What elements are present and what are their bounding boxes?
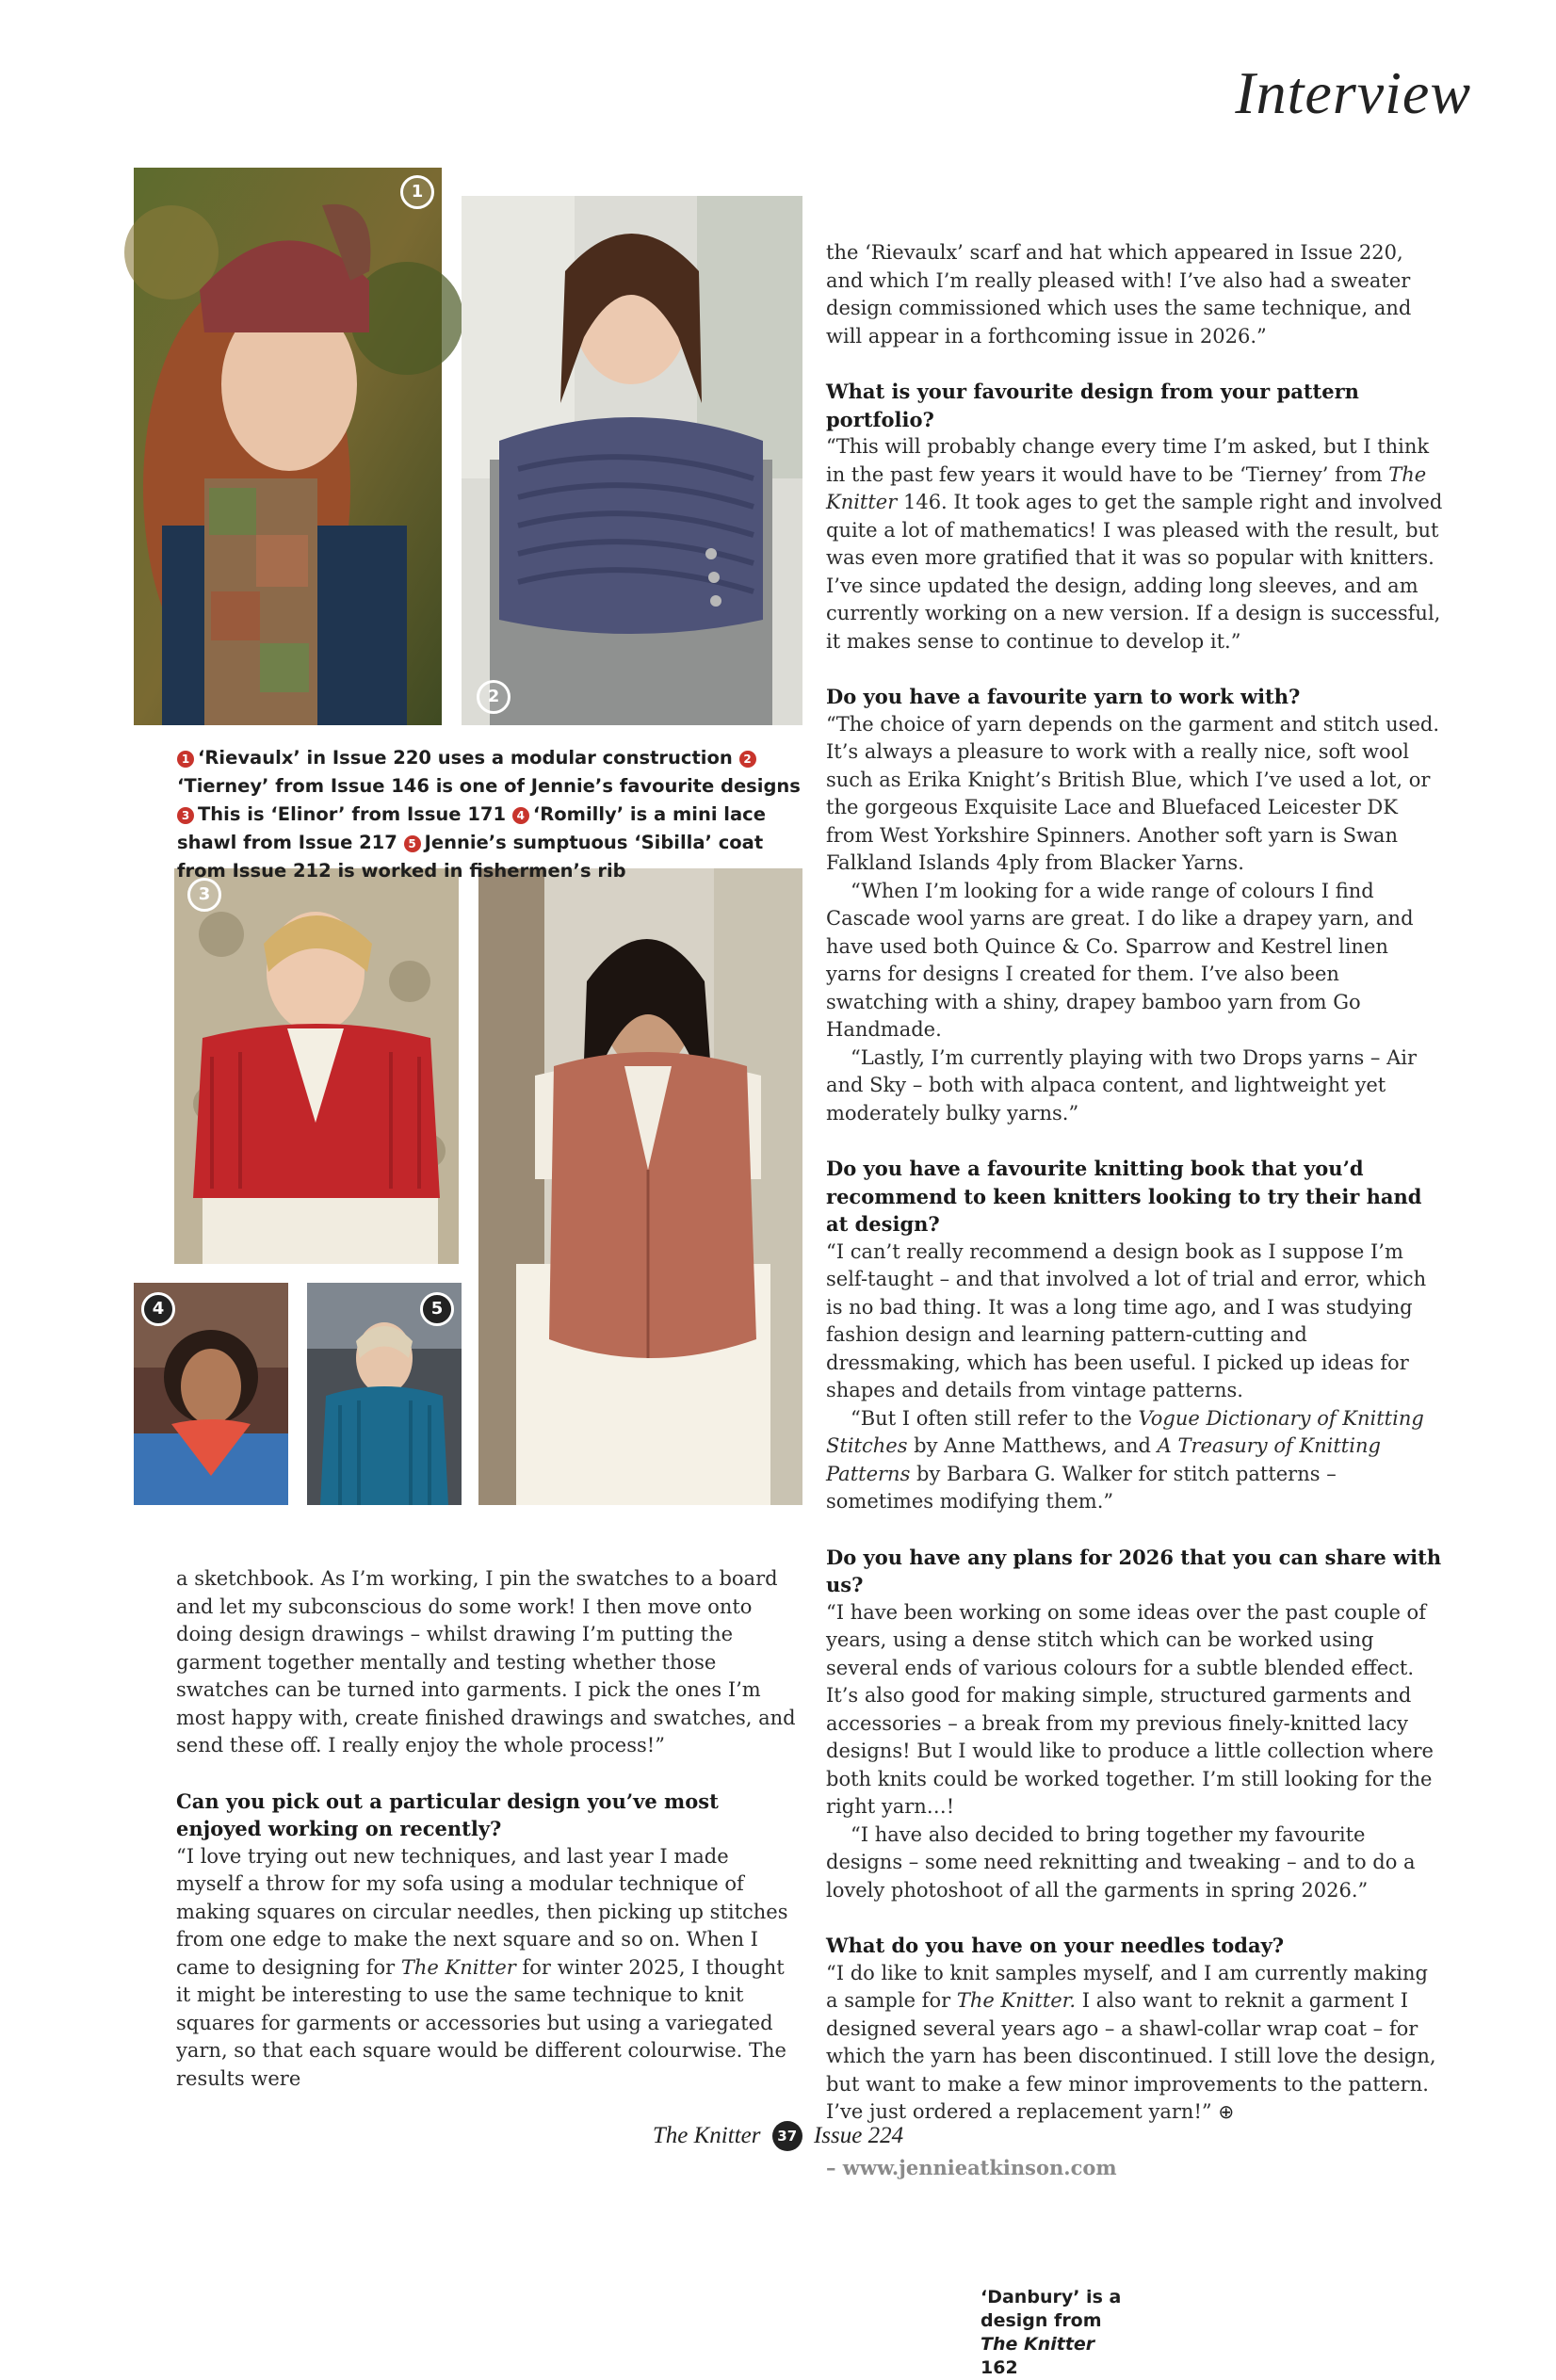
photo-tierney: [462, 196, 802, 725]
paragraph: the ‘Rievaulx’ scarf and hat which appeared in Issue 220, and which I’m really pleased with! I’ve also had a sweater design commissioned which uses the same technique, and will appear in a forthcoming issue in 2026.”: [826, 241, 1412, 348]
paragraph: “But I often still refer to the Vogue Dictionary of Knitting Stitches by Anne Matthews, and A Treasury of Knitting Patterns by Barbara G. Walker for stitch patterns – sometimes modifying them.”: [826, 1406, 1424, 1513]
section-title: Interview: [1235, 59, 1471, 126]
paragraph: “This will probably change every time I’m asked, but I think in the past few years it would have to be ‘Tierney’ from The Knitter 146. It took ages to get the sample right and involved quite a lot of mathematics! I was pleased with the result, but was even more gratified that it was so popular with knitters. I’ve since updated the design, adding long sleeves, and am currently working on a new version. If a design is successful, it makes sense to continue to develop it.”: [826, 435, 1443, 653]
paragraph: a sketchbook. As I’m working, I pin the swatches to a board and let my subconscious do some work! I then move onto doing design drawings – whilst drawing I’m putting the garment together mentally and testing whether those swatches can be turned into garments. I pick the ones I’m most happy with, create finished drawings and swatches, and send these off. I really enjoy the whole process!”: [176, 1567, 796, 1757]
question-heading: Can you pick out a particular design you’ve most enjoyed working on recently?: [176, 1789, 719, 1840]
photo-number-badge: 2: [477, 680, 511, 714]
photo-sibilla: [307, 1283, 462, 1505]
photo-number-badge: 1: [400, 175, 434, 209]
question-heading: What is your favourite design from your pattern portfolio?: [826, 380, 1359, 431]
caption-number: 2: [739, 751, 756, 768]
photo-caption: 1 ‘Rievaulx’ in Issue 220 uses a modular construction 2‘Tierney’ from Issue 146 is one of Jennie’s favourite designs 3 This is ‘Elinor’ from Issue 171 4 ‘Romilly’ is a mini lace shawl from Issue 217 5 Jennie’s sumptuous ‘Sibilla’ coat from Issue 212 is worked in fishermen’s rib: [177, 747, 801, 882]
paragraph: “I love trying out new techniques, and last year I made myself a throw for my sofa using a modular technique of making squares on circular needles, then picking up stitches from one edge to make the next square and so on. When I came to designing for The Knitter for winter 2025, I thought it might be interesting to use the same technique to knit squares for garments or accessories but using a variegated yarn, so that each square would be different colourwise. The results were: [176, 1844, 788, 2090]
question-heading: Do you have a favourite yarn to work with?: [826, 685, 1301, 708]
photo-romilly: [134, 1283, 288, 1505]
photo-number-badge: 3: [187, 878, 221, 912]
caption-number: 3: [177, 807, 194, 824]
article-right-column: [826, 239, 1443, 2181]
paragraph: “I have been working on some ideas over the past couple of years, using a dense stitch which can be worked using several ends of various colours for a subtle blended effect. It’s also good for making simple, structured garments and accessories – a break from my previous finely-knitted lacy designs! But I would like to produce a little collection where both knits could be worked together. I’m still looking for the right yarn…!: [826, 1600, 1434, 1818]
photo-rievaulx: [134, 168, 442, 725]
paragraph: “The choice of yarn depends on the garment and stitch used. It’s always a pleasure to work with a really nice, soft wool such as Erika Knight’s British Blue, which I’ve used a lot, or the gorgeous Exquisite Lace and Bluefaced Leicester DK from West Yorkshire Spinners. Another soft yarn is Swan Falkland Islands 4ply from Blacker Yarns.: [826, 712, 1439, 874]
paragraph: “I do like to knit samples myself, and I am currently making a sample for The Knitter. I also want to reknit a garment I designed several years ago – a shawl-collar wrap coat – for which the yarn has been discontinued. I still love the design, but want to make a few minor improvements to the pattern. I’ve just ordered a replacement yarn!” ⊕: [826, 1961, 1436, 2123]
article-left-column: [176, 1565, 798, 2093]
paragraph: “I have also decided to bring together my favourite designs – some need reknitting and tweaking – and to do a lovely photoshoot of all the garments in spring 2026.”: [826, 1822, 1416, 1902]
photo-number-badge: 5: [420, 1292, 454, 1326]
paragraph: “Lastly, I’m currently playing with two Drops yarns – Air and Sky – both with alpaca content, and lightweight yet moderately bulky yarns.”: [826, 1045, 1418, 1125]
paragraph: “I can’t really recommend a design book as I suppose I’m self-taught – and that involved a lot of trial and error, which is no bad thing. It was a long time ago, and I was studying fashion design and learning pattern-cutting and dressmaking, which has been useful. I picked up ideas for shapes and details from vintage patterns.: [826, 1239, 1427, 1401]
end-mark-icon: ⊕: [1218, 2100, 1235, 2123]
question-heading: What do you have on your needles today?: [826, 1934, 1285, 1957]
caption-number: 1: [177, 751, 194, 768]
footer-magazine: The Knitter: [652, 2123, 761, 2148]
page-number: 37: [772, 2121, 802, 2151]
photo-elinor: [174, 868, 459, 1264]
paragraph: “When I’m looking for a wide range of colours I find Cascade wool yarns are great. I do like a drapey yarn, and have used both Quince & Co. Sparrow and Kestrel linen yarns for designs I created for them. I’ve also been swatching with a shiny, drapey bamboo yarn from Go Handmade.: [826, 879, 1414, 1041]
question-heading: Do you have a favourite knitting book that you’d recommend to keen knitters looking to try their hand at design?: [826, 1157, 1422, 1236]
caption-number: 4: [512, 807, 529, 824]
caption-number: 5: [404, 835, 421, 852]
page-footer: [0, 2121, 1556, 2151]
danbury-caption: ‘Danbury’ is a design from The Knitter 162: [981, 2287, 1122, 2378]
website-link[interactable]: – www.jennieatkinson.com: [826, 2155, 1117, 2179]
question-heading: Do you have any plans for 2026 that you can share with us?: [826, 1545, 1442, 1596]
footer-issue: Issue 224: [813, 2123, 904, 2148]
photo-number-badge: 4: [141, 1292, 175, 1326]
